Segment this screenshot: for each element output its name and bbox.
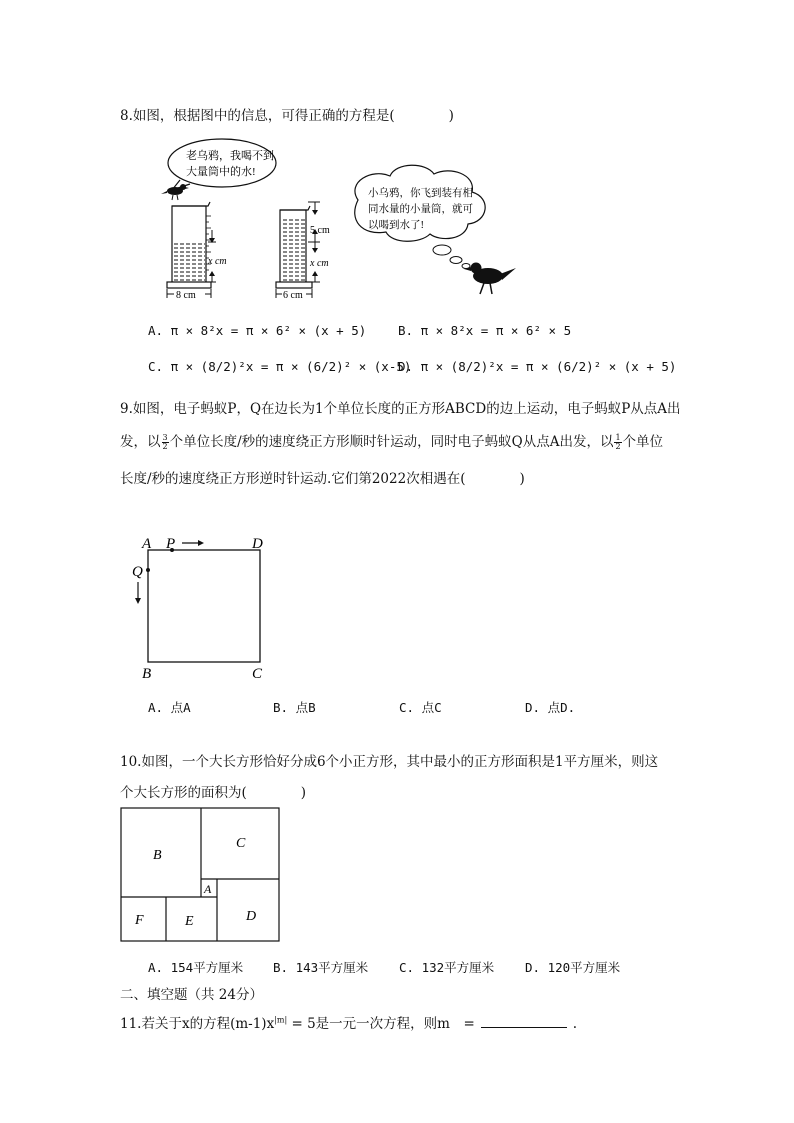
q8-figure: [150, 138, 530, 303]
right-thought-bubble: [355, 165, 485, 268]
q10-line1: 10.如图，一个大长方形恰好分成6个小正方形，其中最小的正方形面积是1平方厘米，则这: [120, 754, 659, 770]
left-bubble-line1: 老乌鸦，我喝不到: [186, 150, 274, 162]
q10-option-a: A. 154平方厘米: [148, 960, 244, 975]
q9-line3: 长度/秒的速度绕正方形逆时针运动.它们第2022次相遇在( ): [120, 471, 525, 487]
q8-stem: 8.如图，根据图中的信息，可得正确的方程是( ): [120, 108, 454, 124]
fraction-1-2: $\frac{1}{2}$: [615, 433, 621, 451]
q11-exponent: |m|: [274, 1015, 288, 1025]
q10-option-b: B. 143平方厘米: [273, 960, 369, 975]
square-d-label: D: [246, 909, 257, 924]
q8-option-a: A. π × 8²x = π × 6² × (x + 5): [148, 323, 367, 338]
q10-option-c: C. 132平方厘米: [399, 960, 495, 975]
label-8cm: 8 cm: [176, 290, 196, 301]
label-d: D: [252, 536, 263, 552]
left-bubble-line2: 大量筒中的水!: [186, 166, 256, 178]
right-x-label: x cm: [310, 258, 329, 269]
label-5cm: 5 cm: [310, 225, 330, 236]
label-6cm: 6 cm: [283, 290, 303, 301]
right-bubble-line1: 小乌鸦，你飞到装有相: [368, 188, 473, 199]
small-cylinder: [276, 202, 330, 301]
q9-line2: 发，以 $\frac{3}{2}$ 个单位长度/秒的速度绕正方形顺时针运动，同时电子蚂蚁Q从点A出发，以 $\frac{1}{2}$ 个单位: [120, 433, 664, 451]
q9-square-figure: [128, 530, 278, 685]
square-f-label: F: [135, 913, 144, 928]
label-a: A: [142, 536, 152, 552]
arrow-right-icon: [198, 540, 204, 546]
q10-rectangle-figure: [120, 807, 282, 945]
label-p: P: [166, 536, 176, 552]
q8-option-d: D. π × (8/2)²x = π × (6/2)² × (x + 5): [398, 359, 677, 374]
arrow-down-icon: [135, 598, 141, 604]
label-q: Q: [132, 564, 143, 580]
square-e-label: E: [185, 914, 194, 929]
q9-line1: 9.如图，电子蚂蚁P，Q在边长为1个单位长度的正方形ABCD的边上运动，电子蚂蚁P从点A出: [120, 401, 681, 417]
q10-option-d: D. 120平方厘米: [525, 960, 621, 975]
left-x-label: x cm: [208, 256, 227, 267]
big-crow-icon: [464, 263, 516, 295]
q9-option-a: A. 点A: [148, 700, 191, 715]
label-b: B: [142, 666, 152, 682]
square-c-label: C: [236, 836, 246, 851]
point-q: [146, 568, 150, 572]
q11-text: 11.若关于x的方程$(m-1)x^{|m|} = 5$是一元一次方程，则m = .: [120, 1015, 578, 1032]
q9-option-b: B. 点B: [273, 700, 316, 715]
q10-line2: 个大长方形的面积为( ): [120, 785, 307, 801]
q9-option-d: D. 点D.: [525, 700, 576, 715]
q9-option-c: C. 点C: [399, 700, 442, 715]
square-b-label: B: [153, 848, 162, 863]
square-abcd: [148, 550, 260, 662]
right-bubble-line3: 以喝到水了!: [368, 220, 424, 231]
square-a-label: A: [204, 882, 212, 896]
fraction-3-2: $\frac{3}{2}$: [162, 433, 168, 451]
q8-option-c: C. π × (8/2)²x = π × (6/2)² × (x-5): [148, 359, 412, 374]
left-speech-bubble: [168, 139, 276, 187]
q11-answer-blank[interactable]: [481, 1017, 567, 1028]
label-c: C: [252, 666, 263, 682]
section-title: 二、填空题（共 24分）: [120, 987, 263, 1003]
large-cylinder: [167, 202, 227, 301]
right-bubble-line2: 同水量的小量筒，就可: [368, 204, 473, 215]
q8-option-b: B. π × 8²x = π × 6² × 5: [398, 323, 572, 338]
